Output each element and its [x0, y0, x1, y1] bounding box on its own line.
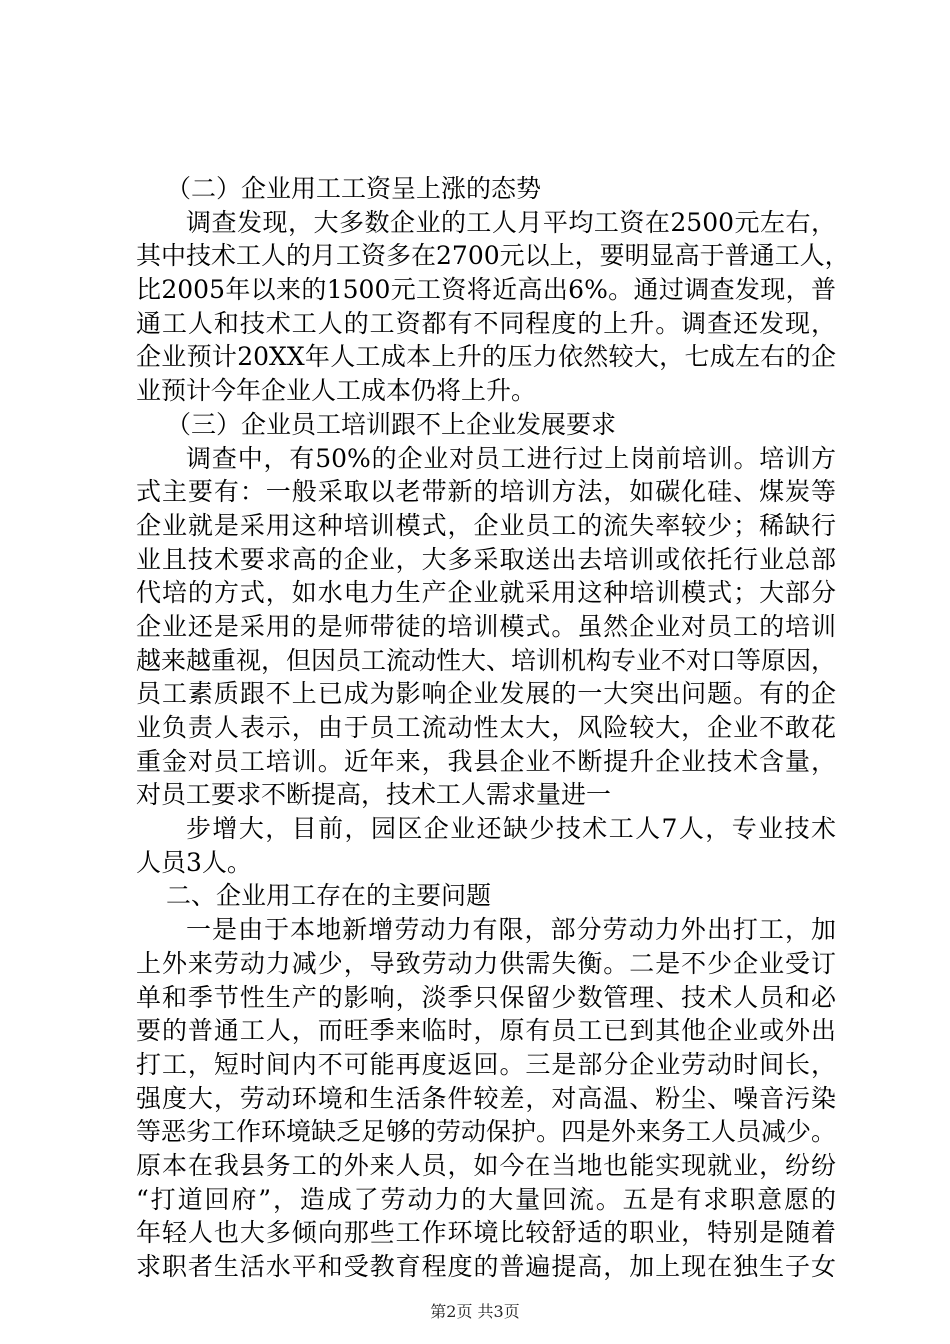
paragraph-line: 年轻人也大多倾向那些工作环境比较舒适的职业，特别是随着 [136, 1218, 836, 1248]
paragraph-line: 一是由于本地新增劳动力有限，部分劳动力外出打工，加 [186, 915, 836, 945]
paragraph-line: 原本在我县务工的外来人员，如今在当地也能实现就业，纷纷 [136, 1150, 836, 1180]
paragraph-line: 对员工要求不断提高，技术工人需求量进一 [136, 780, 612, 810]
paragraph-line: 企业预计20XX年人工成本上升的压力依然较大，七成左右的企 [136, 342, 836, 372]
paragraph-line: 业预计今年企业人工成本仍将上升。 [136, 376, 537, 406]
paragraph-line: 步增大，目前，园区企业还缺少技术工人7人，专业技术 [186, 814, 836, 844]
paragraph-line: 业负责人表示，由于员工流动性太大，风险较大，企业不敢花 [136, 713, 836, 742]
paragraph-line: 打工，短时间内不可能再度返回。三是部分企业劳动时间长， [136, 1049, 836, 1079]
paragraph-line: 人员3人。 [136, 847, 252, 877]
paragraph-line: 等恶劣工作环境缺乏足够的劳动保护。四是外来务工人员减少。 [136, 1117, 837, 1147]
paragraph-line: 求职者生活水平和受教育程度的普遍提高，加上现在独生子女 [136, 1252, 836, 1281]
paragraph-line: 员工素质跟不上已成为影响企业发展的一大突出问题。有的企 [136, 679, 836, 709]
paragraph-line: 上外来劳动力减少，导致劳动力供需失衡。二是不少企业受订 [136, 948, 836, 978]
paragraph-line: 单和季节性生产的影响，淡季只保留少数管理、技术人员和必 [136, 982, 836, 1012]
paragraph-line: 企业还是采用的是师带徒的培训模式。虽然企业对员工的培训 [136, 611, 836, 641]
section-heading: 二、企业用工存在的主要问题 [166, 881, 492, 911]
paragraph-line: 代培的方式，如水电力生产企业就采用这种培训模式；大部分 [136, 578, 836, 608]
paragraph-line: 比2005年以来的1500元工资将近高出6%。通过调查发现，普 [136, 275, 836, 305]
paragraph-line: 越来越重视，但因员工流动性大、培训机构专业不对口等原因， [136, 645, 837, 675]
paragraph-line: 通工人和技术工人的工资都有不同程度的上升。调查还发现， [136, 308, 836, 338]
paragraph-line: 强度大，劳动环境和生活条件较差，对高温、粉尘、噪音污染 [136, 1083, 836, 1113]
paragraph-line: 要的普通工人，而旺季来临时，原有员工已到其他企业或外出 [136, 1016, 836, 1046]
paragraph-line: 企业就是采用这种培训模式，企业员工的流失率较少；稀缺行 [136, 510, 836, 540]
paragraph-line: 调查中，有50%的企业对员工进行过上岗前培训。培训方 [186, 443, 836, 473]
section-heading: （三）企业员工培训跟不上企业发展要求 [166, 409, 617, 439]
paragraph-line: 其中技术工人的月工资多在2700元以上，要明显高于普通工人， [136, 241, 850, 271]
paragraph-line: 业且技术要求高的企业，大多采取送出去培训或依托行业总部 [136, 544, 836, 574]
paragraph-line: 重金对员工培训。近年来，我县企业不断提升企业技术含量， [136, 746, 836, 776]
document-body [136, 172, 850, 1284]
paragraph-line: 调查发现，大多数企业的工人月平均工资在2500元左右， [186, 207, 836, 237]
paragraph-line: “打道回府”，造成了劳动力的大量回流。五是有求职意愿的 [136, 1184, 836, 1214]
paragraph-line: 式主要有：一般采取以老带新的培训方法，如碳化硅、煤炭等 [136, 477, 836, 507]
section-heading: （二）企业用工工资呈上涨的态势 [166, 174, 542, 203]
page-footer: 第2页 共3页 [430, 1302, 520, 1321]
